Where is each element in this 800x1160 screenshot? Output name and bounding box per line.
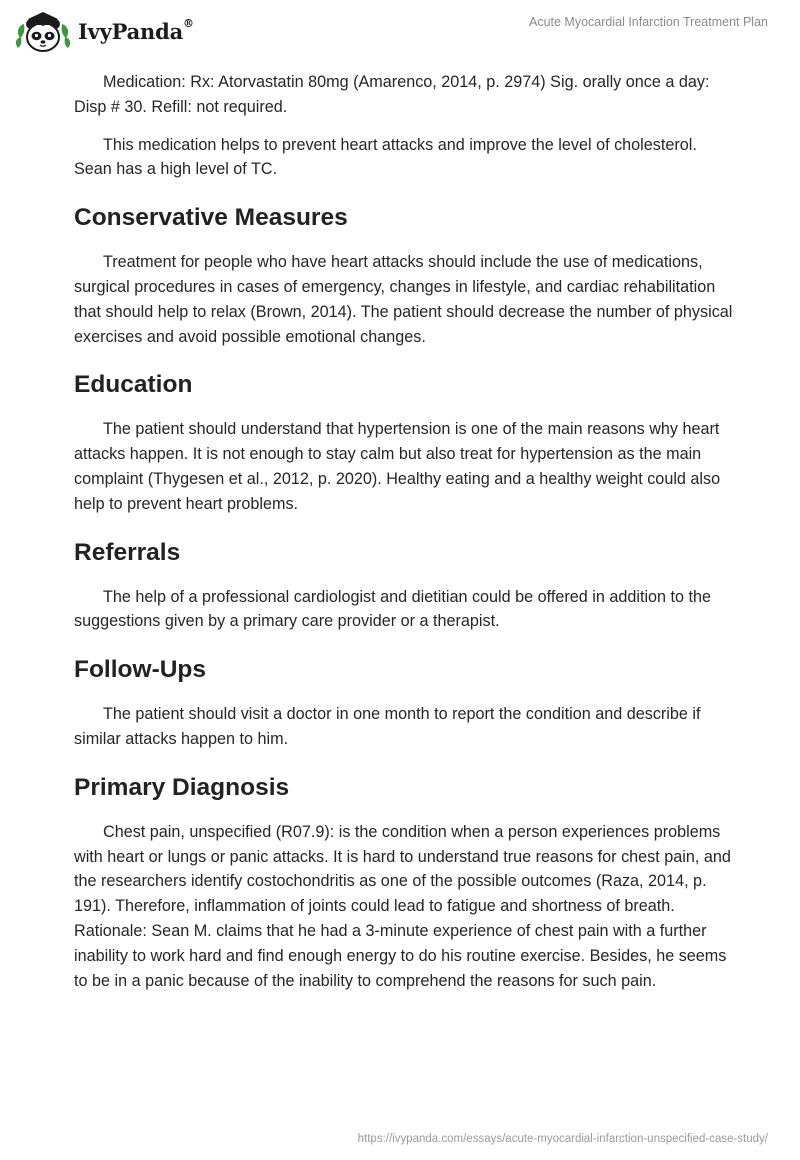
ivypanda-logo[interactable] — [14, 8, 194, 54]
registered-mark: ® — [183, 16, 194, 30]
paragraph-medication: Medication: Rx: Atorvastatin 80mg (Amarenco, 2014, p. 2974) Sig. orally once a day: Disp # 30. Refill: not required. — [74, 73, 710, 116]
paragraph-conservative-measures: Treatment for people who have heart attacks should include the use of medications, surgical procedures in cases of emergency, changes in lifestyle, and cardiac rehabilitation that should help to relax (Brown, 2014). The patient should decrease the number of physical exercises and avoid possible emotional changes. — [74, 253, 733, 346]
heading-primary-diagnosis: Primary Diagnosis — [74, 773, 290, 801]
brand-name: IvyPanda® — [78, 16, 194, 44]
heading-conservative-measures: Conservative Measures — [74, 204, 348, 232]
essay-content — [74, 70, 734, 1006]
heading-referrals: Referrals — [74, 538, 181, 566]
document-title: Acute Myocardial Infarction Treatment Plan — [528, 15, 768, 29]
paragraph-referrals: The help of a professional cardiologist and dietitian could be offered in addition to the suggestions given by a primary care provider or a therapist. — [74, 587, 712, 631]
paragraph-education: The patient should understand that hypertension is one of the main reasons why heart attacks happen. It is not enough to stay calm but also treat for hypertension as the main complaint (Thygesen et al., 2012, p. 2020). Healthy eating and a healthy weight could also help to prevent heart problems. — [74, 420, 721, 513]
paragraph-primary-diagnosis: Chest pain, unspecified (R07.9): is the condition when a person experiences problems with heart or lungs or panic attacks. It is hard to understand true reasons for chest pain, and the researchers identify costochondritis as one of the possible outcomes (Raza, 2014, p. 191). Therefore, inflammation of joints could lead to fatigue and shortness of breath. Rationale: Sean M. claims that he had a 3-minute experience of chest pain with a further inability to work hard and find enough energy to do his routine exercise. Besides, he seems to be in a panic because of the inability to comprehend the reasons for such pain. — [74, 822, 731, 990]
source-url[interactable]: https://ivypanda.com/essays/acute-myocardial-infarction-unspecified-case-study/ — [357, 1133, 768, 1145]
paragraph-follow-ups: The patient should visit a doctor in one month to report the condition and describe if similar attacks happen to him. — [74, 705, 701, 748]
page-header — [0, 0, 800, 66]
heading-follow-ups: Follow-Ups — [74, 656, 207, 684]
paragraph-medication-purpose: This medication helps to prevent heart attacks and improve the level of cholesterol. Sean has a high level of TC. — [74, 135, 697, 179]
heading-education: Education — [74, 371, 193, 399]
panda-graduate-icon — [14, 8, 72, 54]
